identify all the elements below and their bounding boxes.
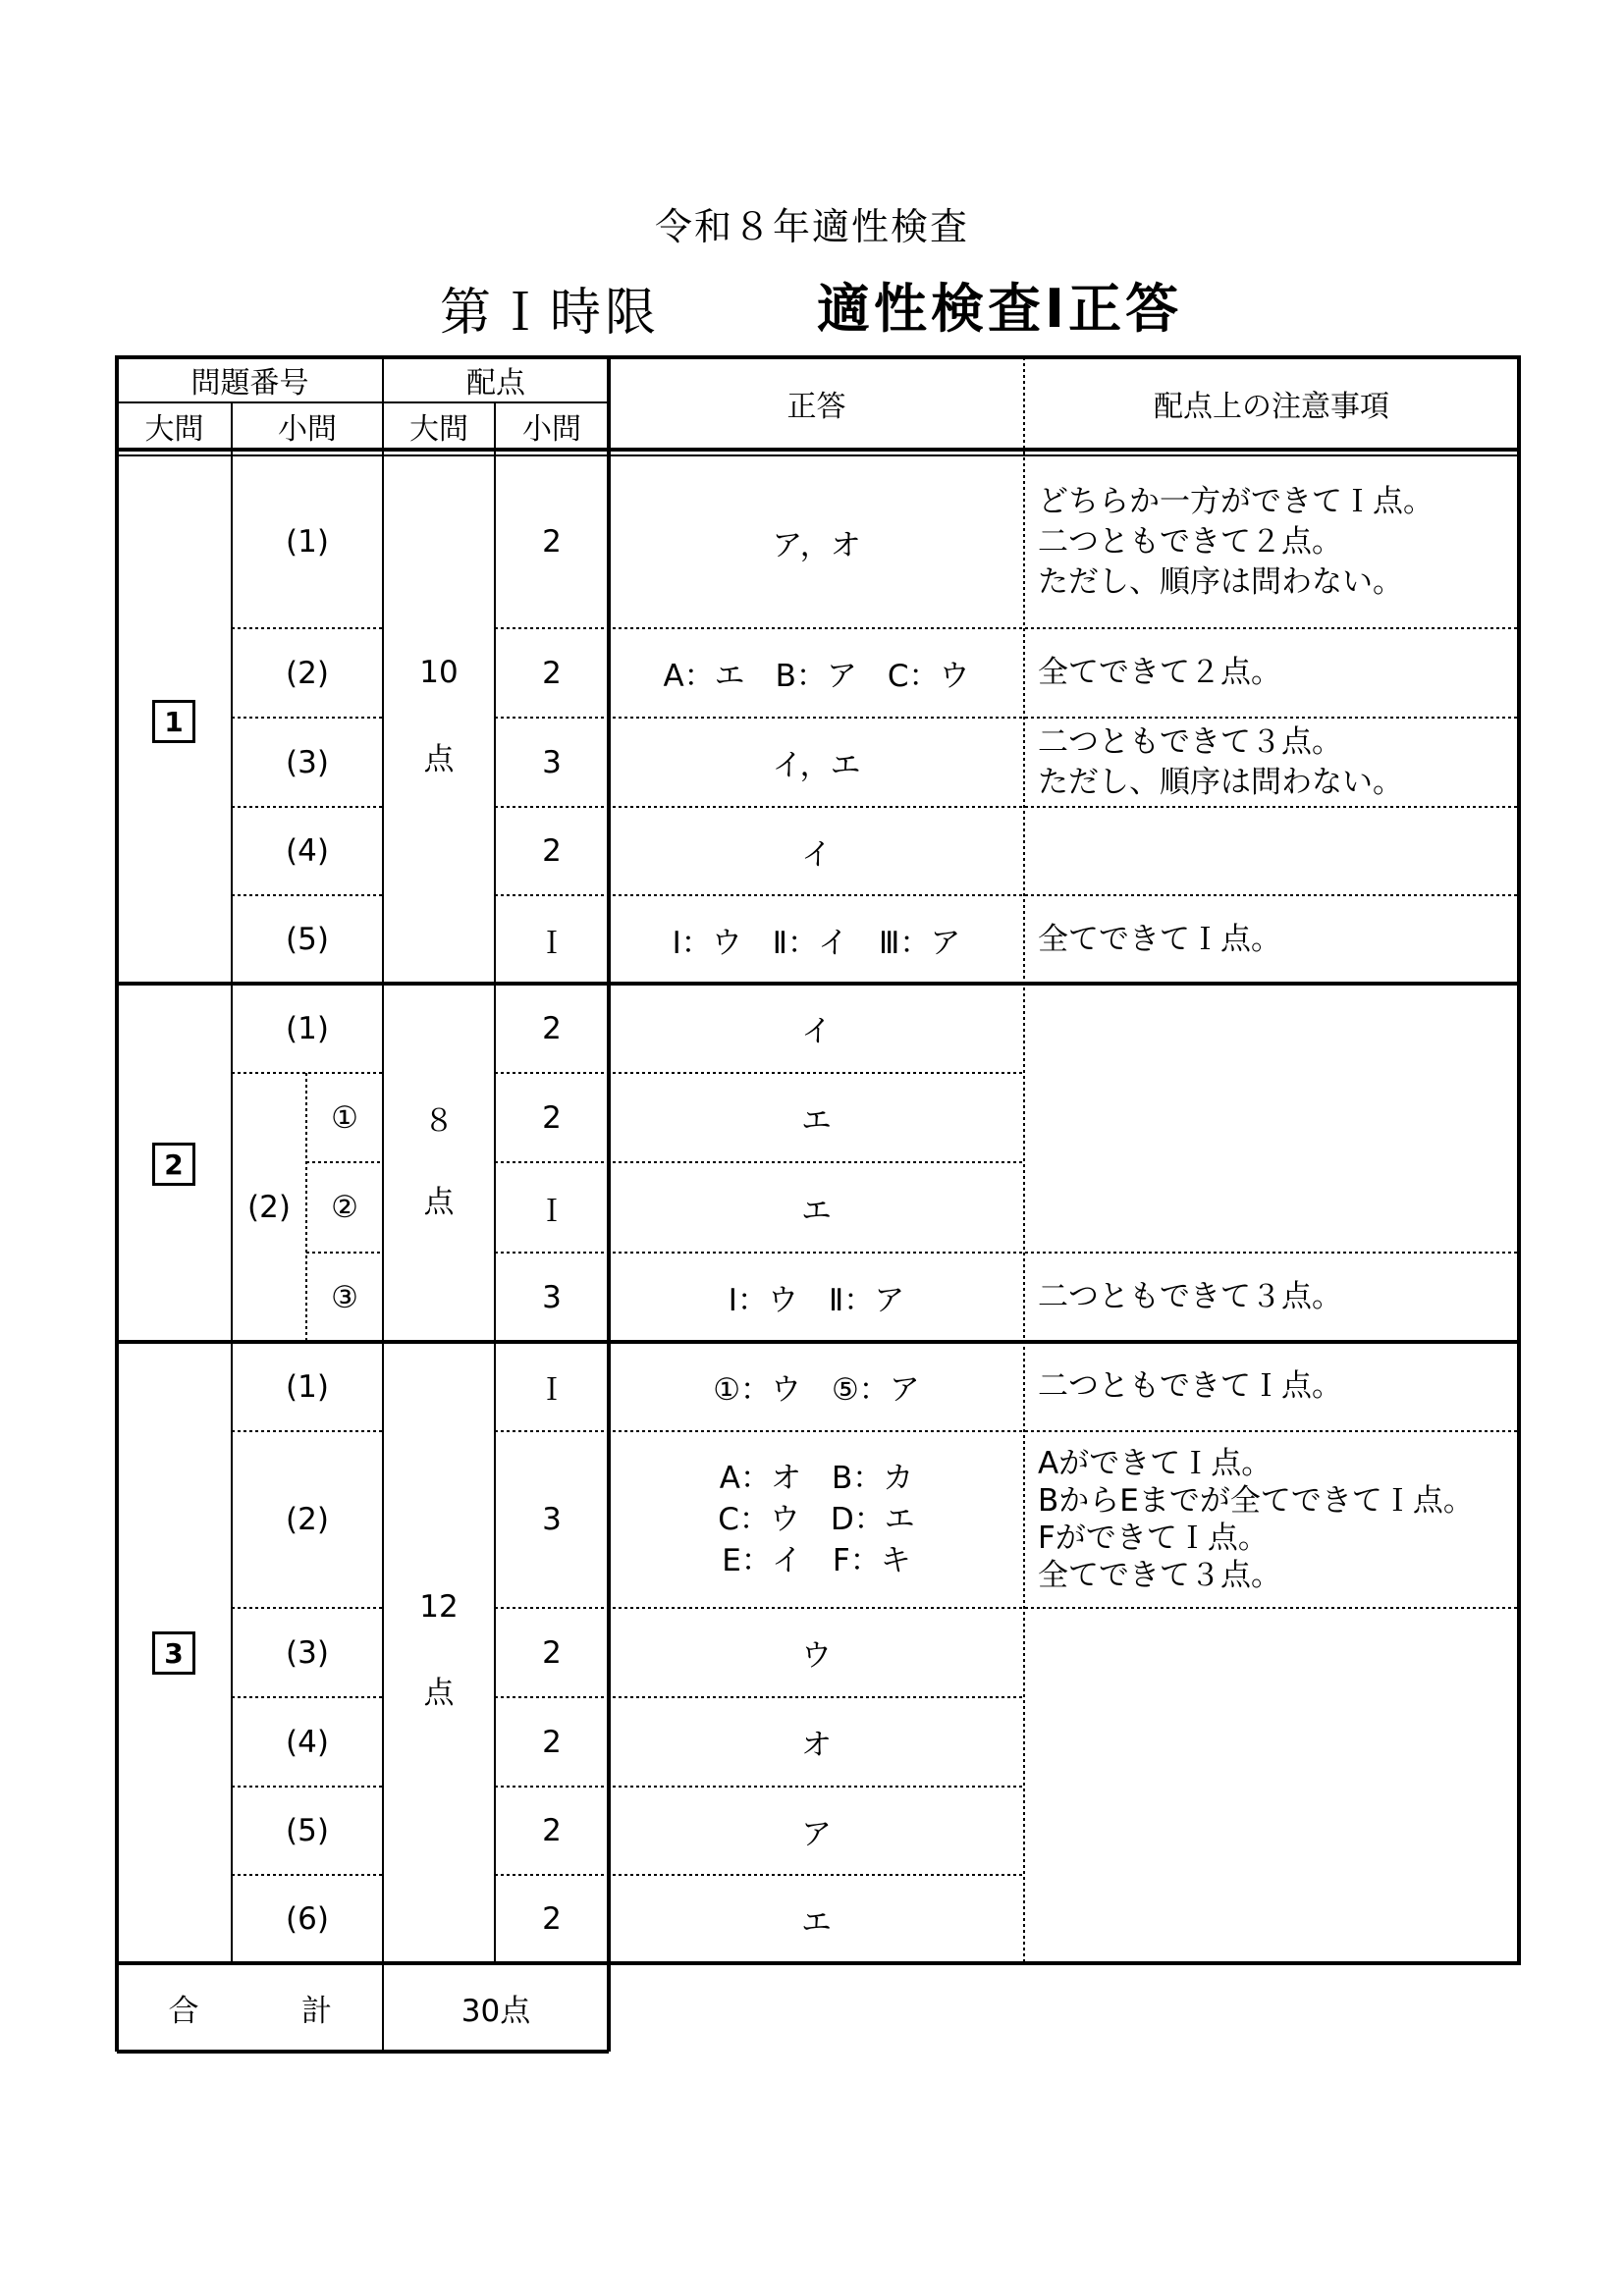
section-number-box: 2	[152, 1143, 195, 1186]
header-notes: 配点上の注意事項	[1154, 390, 1389, 424]
section-score-number: 12	[419, 1589, 459, 1625]
scoring-note: 二つともできて３点。	[1038, 1279, 1342, 1314]
correct-answer: オ	[801, 1728, 832, 1763]
sub-question-points: 2	[542, 1724, 562, 1760]
sub-question-label: (2)	[286, 1502, 329, 1537]
sub-question-label: (1)	[286, 1010, 329, 1046]
section-number-box: 3	[152, 1631, 195, 1675]
document-title: 適性検査Ⅰ正答	[817, 278, 1183, 340]
sub-sub-question-label: ③	[331, 1279, 358, 1315]
sub-question-label: (6)	[286, 1901, 329, 1937]
sub-question-label: (5)	[286, 922, 329, 957]
correct-answer: ア，オ	[772, 527, 861, 563]
sub-question-label: (1)	[286, 524, 329, 560]
sub-question-label: (1)	[286, 1368, 329, 1405]
document-subtitle: 令和８年適性検査	[654, 205, 969, 248]
header-answer: 正答	[786, 390, 846, 424]
sub-question-points: 3	[542, 1279, 562, 1315]
header-major-score: 大問	[409, 412, 468, 447]
correct-answer: ①：ウ ⑤：ア	[713, 1372, 920, 1408]
scoring-note: AができてＩ点。 BからEまでが全てできてＩ点。 FができてＩ点。 全てできて３点。	[1038, 1446, 1474, 1593]
correct-answer: ウ	[801, 1638, 832, 1674]
correct-answer: イ	[801, 1014, 832, 1049]
section-score-number: ８	[423, 1102, 455, 1139]
sub-question-label: (3)	[286, 1634, 329, 1671]
correct-answer: エ	[801, 1904, 832, 1941]
header-minor-score: 小問	[522, 412, 581, 447]
sub-sub-question-label: ②	[331, 1190, 358, 1225]
sub-question-points: Ｉ	[536, 925, 568, 961]
sub-question-points: 2	[542, 1813, 562, 1848]
sub-question-label: (2)	[286, 655, 329, 691]
scoring-note: 二つともできてＩ点。	[1038, 1368, 1342, 1404]
sub-question-label: (4)	[286, 833, 329, 869]
scoring-note: どちらか一方ができてＩ点。 二つともできて２点。 ただし、順序は問わない。	[1038, 483, 1434, 600]
scoring-note: 全てできて２点。	[1038, 655, 1281, 690]
sub-question-label: (5)	[286, 1813, 329, 1848]
correct-answer: イ	[801, 836, 832, 873]
section-number-box: 1	[152, 700, 195, 743]
sub-question-points: 2	[542, 1099, 562, 1136]
correct-answer: イ，エ	[772, 748, 861, 783]
sub-question-points: 3	[542, 1502, 562, 1537]
total-label-first: 合	[168, 1993, 199, 2029]
sub-question-points: 2	[542, 1901, 562, 1937]
total-label-second: 計	[301, 1993, 332, 2029]
section-score-unit: 点	[423, 1675, 455, 1711]
correct-answer: A：エ B：ア C：ウ	[663, 659, 970, 694]
correct-answer: A：オ B：カ C：ウ D：エ E：イ F：キ	[718, 1461, 915, 1578]
correct-answer: Ⅰ：ウ Ⅱ：イ Ⅲ：ア	[672, 925, 961, 961]
section-score-unit: 点	[423, 741, 455, 777]
sub-question-points: 2	[542, 1634, 562, 1671]
sub-question-points: 2	[542, 524, 562, 560]
scoring-note: 全てできてＩ点。	[1038, 921, 1281, 957]
header-problem-number: 問題番号	[190, 366, 309, 400]
total-score: 30点	[460, 1993, 531, 2029]
correct-answer: エ	[801, 1193, 832, 1229]
sub-question-points: 3	[542, 744, 562, 780]
sub-question-label: (4)	[286, 1724, 329, 1760]
correct-answer: ア	[801, 1816, 832, 1852]
sub-question-points: Ｉ	[536, 1193, 568, 1229]
scoring-note: 二つともできて３点。 ただし、順序は問わない。	[1038, 723, 1403, 800]
sub-question-points: Ｉ	[536, 1372, 568, 1408]
period-label: 第Ｉ時限	[440, 284, 661, 343]
sub-question-points: 2	[542, 1010, 562, 1046]
sub-question-label: (2)	[247, 1190, 291, 1225]
sub-sub-question-label: ①	[331, 1099, 358, 1136]
header-minor: 小問	[278, 412, 337, 447]
sub-question-points: 2	[542, 833, 562, 869]
header-major: 大問	[144, 412, 204, 447]
section-score-number: 10	[419, 655, 459, 690]
section-score-unit: 点	[423, 1184, 455, 1220]
correct-answer: Ⅰ：ウ Ⅱ：ア	[728, 1283, 905, 1318]
sub-question-label: (3)	[286, 744, 329, 780]
header-score-allocation: 配点	[466, 366, 525, 400]
sub-question-points: 2	[542, 655, 562, 691]
correct-answer: エ	[801, 1103, 832, 1139]
